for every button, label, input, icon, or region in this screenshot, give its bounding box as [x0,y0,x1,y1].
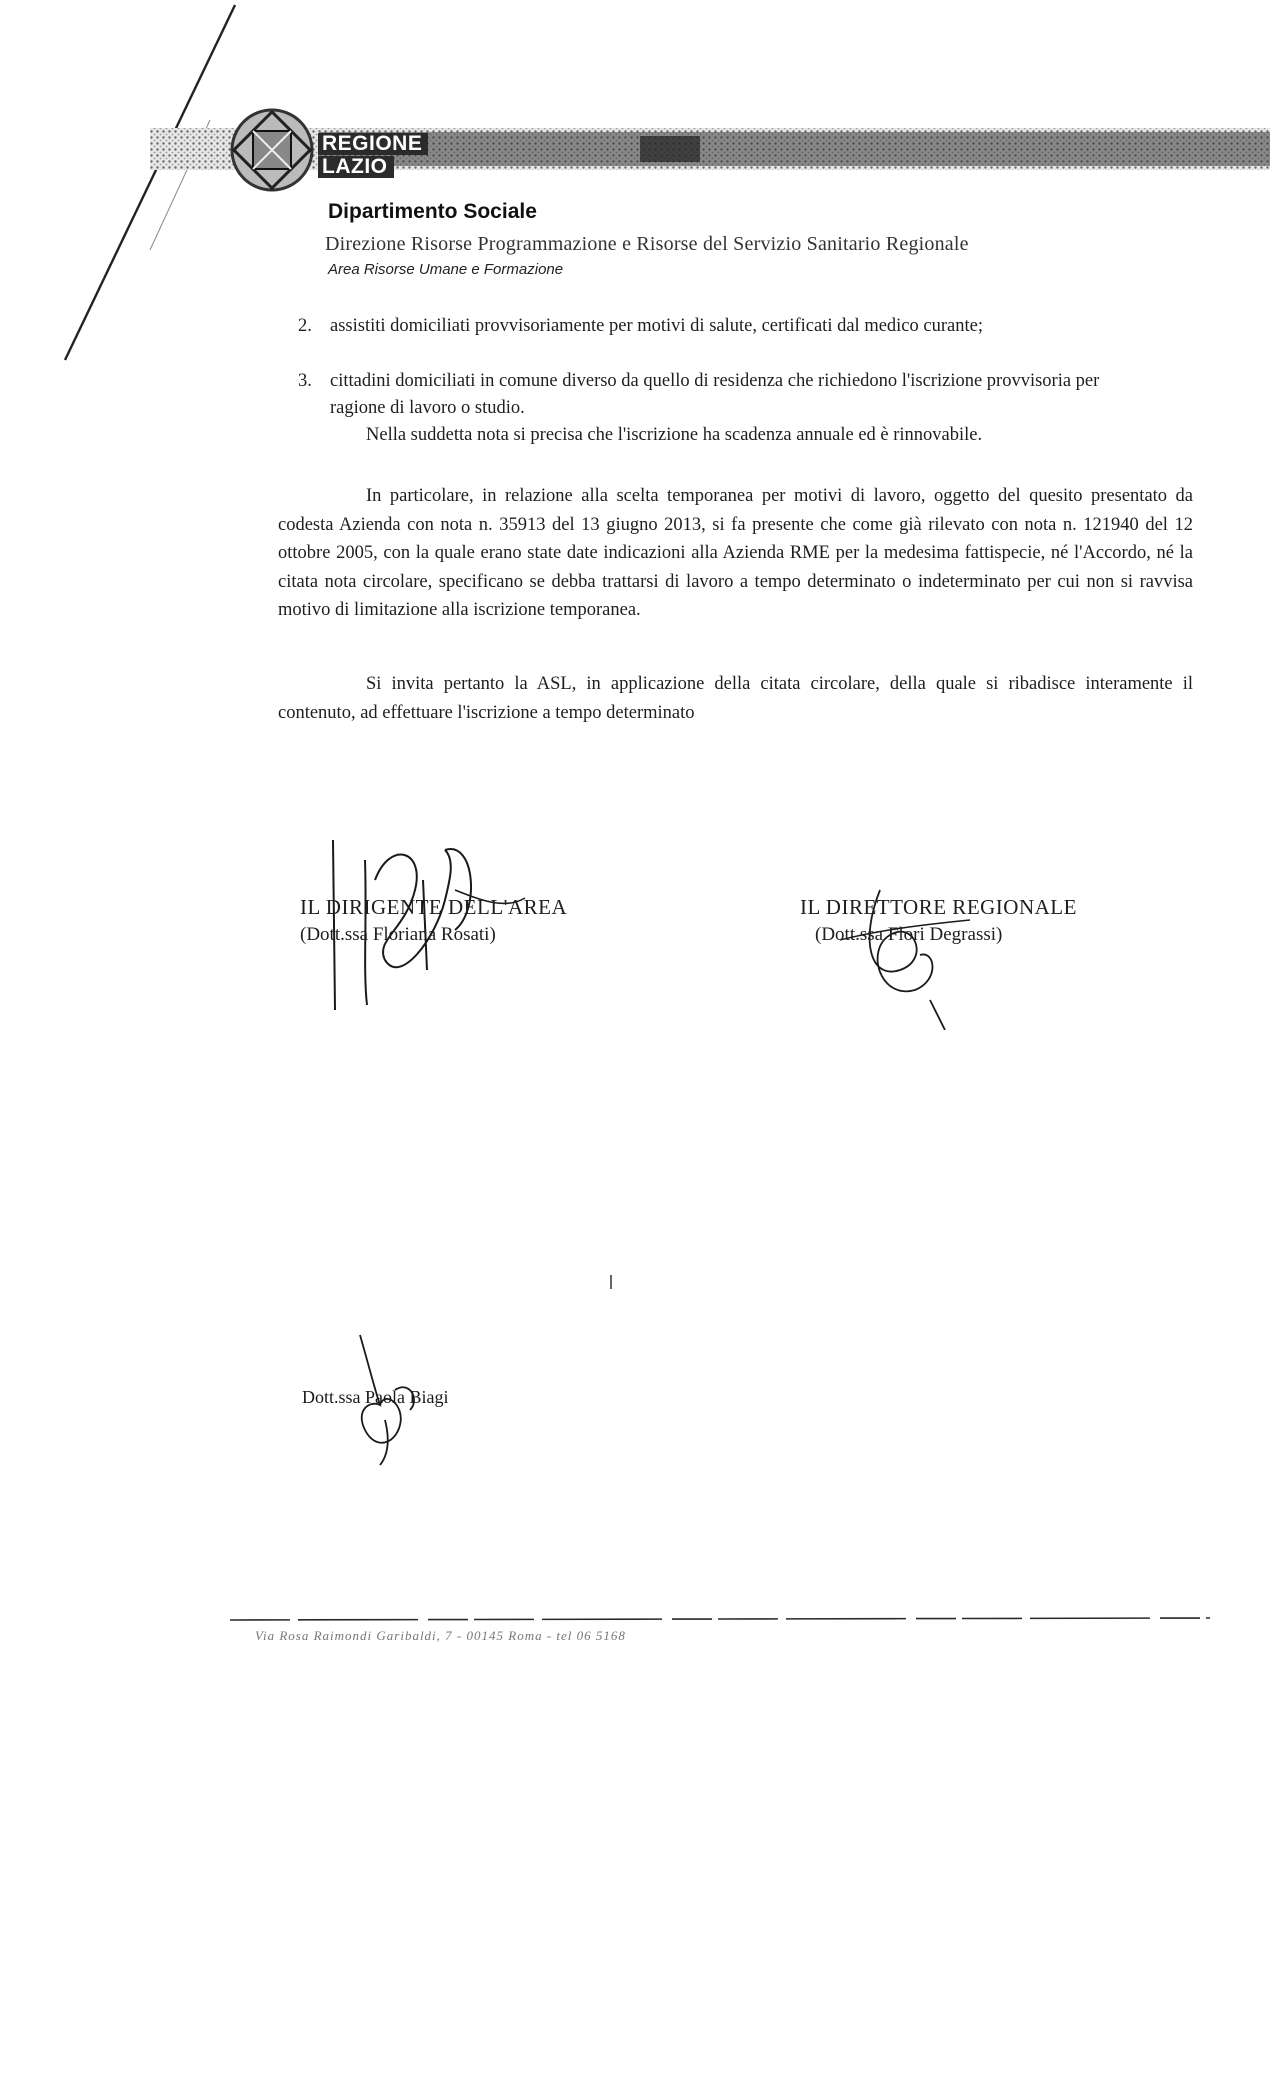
list-item-text: assistiti domiciliati provvisoriamente per motivi di salute, certificati dal medico curante; [330,316,983,336]
regione-lazio-emblem-icon [225,105,320,195]
footer-address: Via Rosa Raimondi Garibaldi, 7 - 00145 Roma - tel 06 5168 [255,1628,626,1643]
region-name-line1: REGIONE [318,133,428,155]
footer-rule [230,1612,1210,1626]
body-paragraph: In particolare, in relazione alla scelta temporanea per motivi di lavoro, oggetto del quesito presentato da codesta Azienda con nota n. 35913 del 13 giugno 2013, si fa presente che come già rilevato con nota n. 121940 del 12 ottobre 2005, con la quale erano state date indicazioni alla Azienda RME per la medesima fattispecie, né l'Accordo, né la citata nota circolare, specificano se debba trattarsi di lavoro a tempo determinato o indeterminato per cui non si ravvisa motivo di limitazione alla iscrizione temporanea. [278,486,1193,620]
area-line: Area Risorse Umane e Formazione [328,261,564,278]
list-item-number: 2. [298,316,312,336]
direction-line: Direzione Risorse Programmazione e Risorse del Servizio Sanitario Regionale [325,233,969,255]
signatory-right-title: IL DIRETTORE REGIONALE [800,895,1077,919]
list-item [298,368,1140,422]
signatory-right-name: (Dott.ssa Flori Degrassi) [815,924,1003,945]
handwritten-signature-left [305,820,645,1020]
region-name-line2: LAZIO [318,156,394,178]
note-text: Nella suddetta nota si precisa che l'iscrizione ha scadenza annuale ed è rinnovabile. [366,425,983,445]
signatory-left-title: IL DIRIGENTE DELL'AREA [300,895,568,919]
signatory-third-name: Dott.ssa Paola Biagi [302,1387,449,1407]
scan-speck [608,1275,614,1289]
body-paragraph: Si invita pertanto la ASL, in applicazione della citata circolare, della quale si ribadisce interamente il contenuto, ad effettuare l'iscrizione a tempo determinato [278,674,1193,723]
list-item-number: 3. [298,371,312,391]
signatory-left-name: (Dott.ssa Floriana Rosati) [300,924,496,945]
department-title: Dipartimento Sociale [328,200,537,223]
list-item-text: cittadini domiciliati in comune diverso da quello di residenza che richiedono l'iscrizione provvisoria per ragione di lavoro o studio. [330,371,1100,418]
list-item [298,313,1140,340]
